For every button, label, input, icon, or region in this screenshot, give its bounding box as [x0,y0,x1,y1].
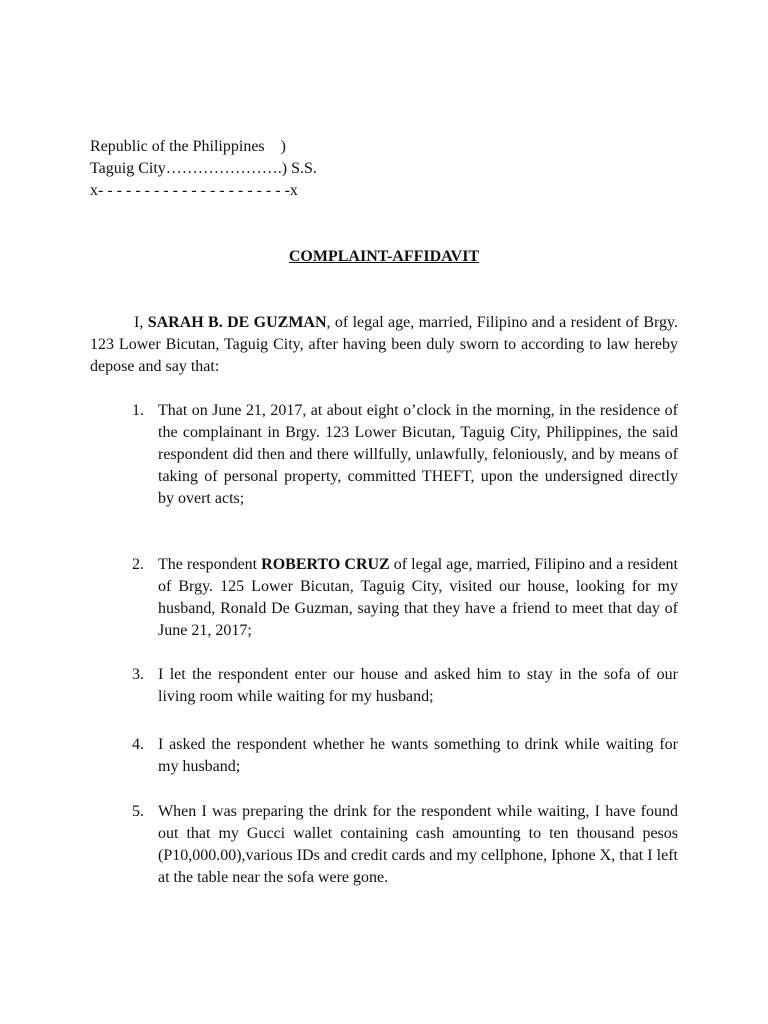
intro-paragraph [90,312,678,378]
item-number: 5. [132,803,144,820]
venue-line-city: Taguig City………………….) S.S. [90,160,317,177]
respondent-name: ROBERTO CRUZ [261,556,390,573]
intro-pre: I, [134,314,148,331]
venue-line-republic: Republic of the Philippines ) [90,138,286,155]
item-text-pre: The respondent [158,556,262,573]
list-item [132,400,678,510]
item-text: I let the respondent enter our house and asked him to stay in the sofa of our living room while waiting for my husband; [158,666,678,705]
item-number: 1. [132,402,144,419]
item-text: That on June 21, 2017, at about eight o’clock in the morning, in the residence of the complainant in Brgy. 123 Lower Bicutan, Taguig City, Philippines, the said respondent did then and there willfully, unlawfully, feloniously, and by means of taking of personal property, committed THEFT, upon the undersigned directly by overt acts; [158,402,678,507]
document-title: COMPLAINT-AFFIDAVIT [288,248,480,265]
list-item [132,801,678,889]
venue-separator: x- - - - - - - - - - - - - - - - - - - - -x [90,182,298,199]
list-item [132,554,678,642]
item-text [158,554,678,642]
item-text-post: of legal age, married, Filipino and a resident of Brgy. 125 Lower Bicutan, Taguig City, visited our house, looking for my husband, Ronald De Guzman, saying that they have a friend to meet that day of June 21, 2017; [158,556,678,639]
item-number: 2. [132,556,144,573]
list-item [132,664,678,708]
item-text: When I was preparing the drink for the respondent while waiting, I have found out that my Gucci wallet containing cash amounting to ten thousand pesos (P10,000.00),various IDs and credit cards and my cellphone, Iphone X, that I left at the table near the sofa were gone. [158,803,678,886]
complainant-name: SARAH B. DE GUZMAN [147,314,327,331]
intro-post: , of legal age, married, Filipino and a resident of Brgy. 123 Lower Bicutan, Taguig City, after having been duly sworn to according to law hereby depose and say that: [90,314,679,375]
list-item [132,734,678,778]
item-number: 3. [132,666,144,683]
item-text: I asked the respondent whether he wants something to drink while waiting for my husband; [158,736,678,775]
item-number: 4. [132,736,144,753]
